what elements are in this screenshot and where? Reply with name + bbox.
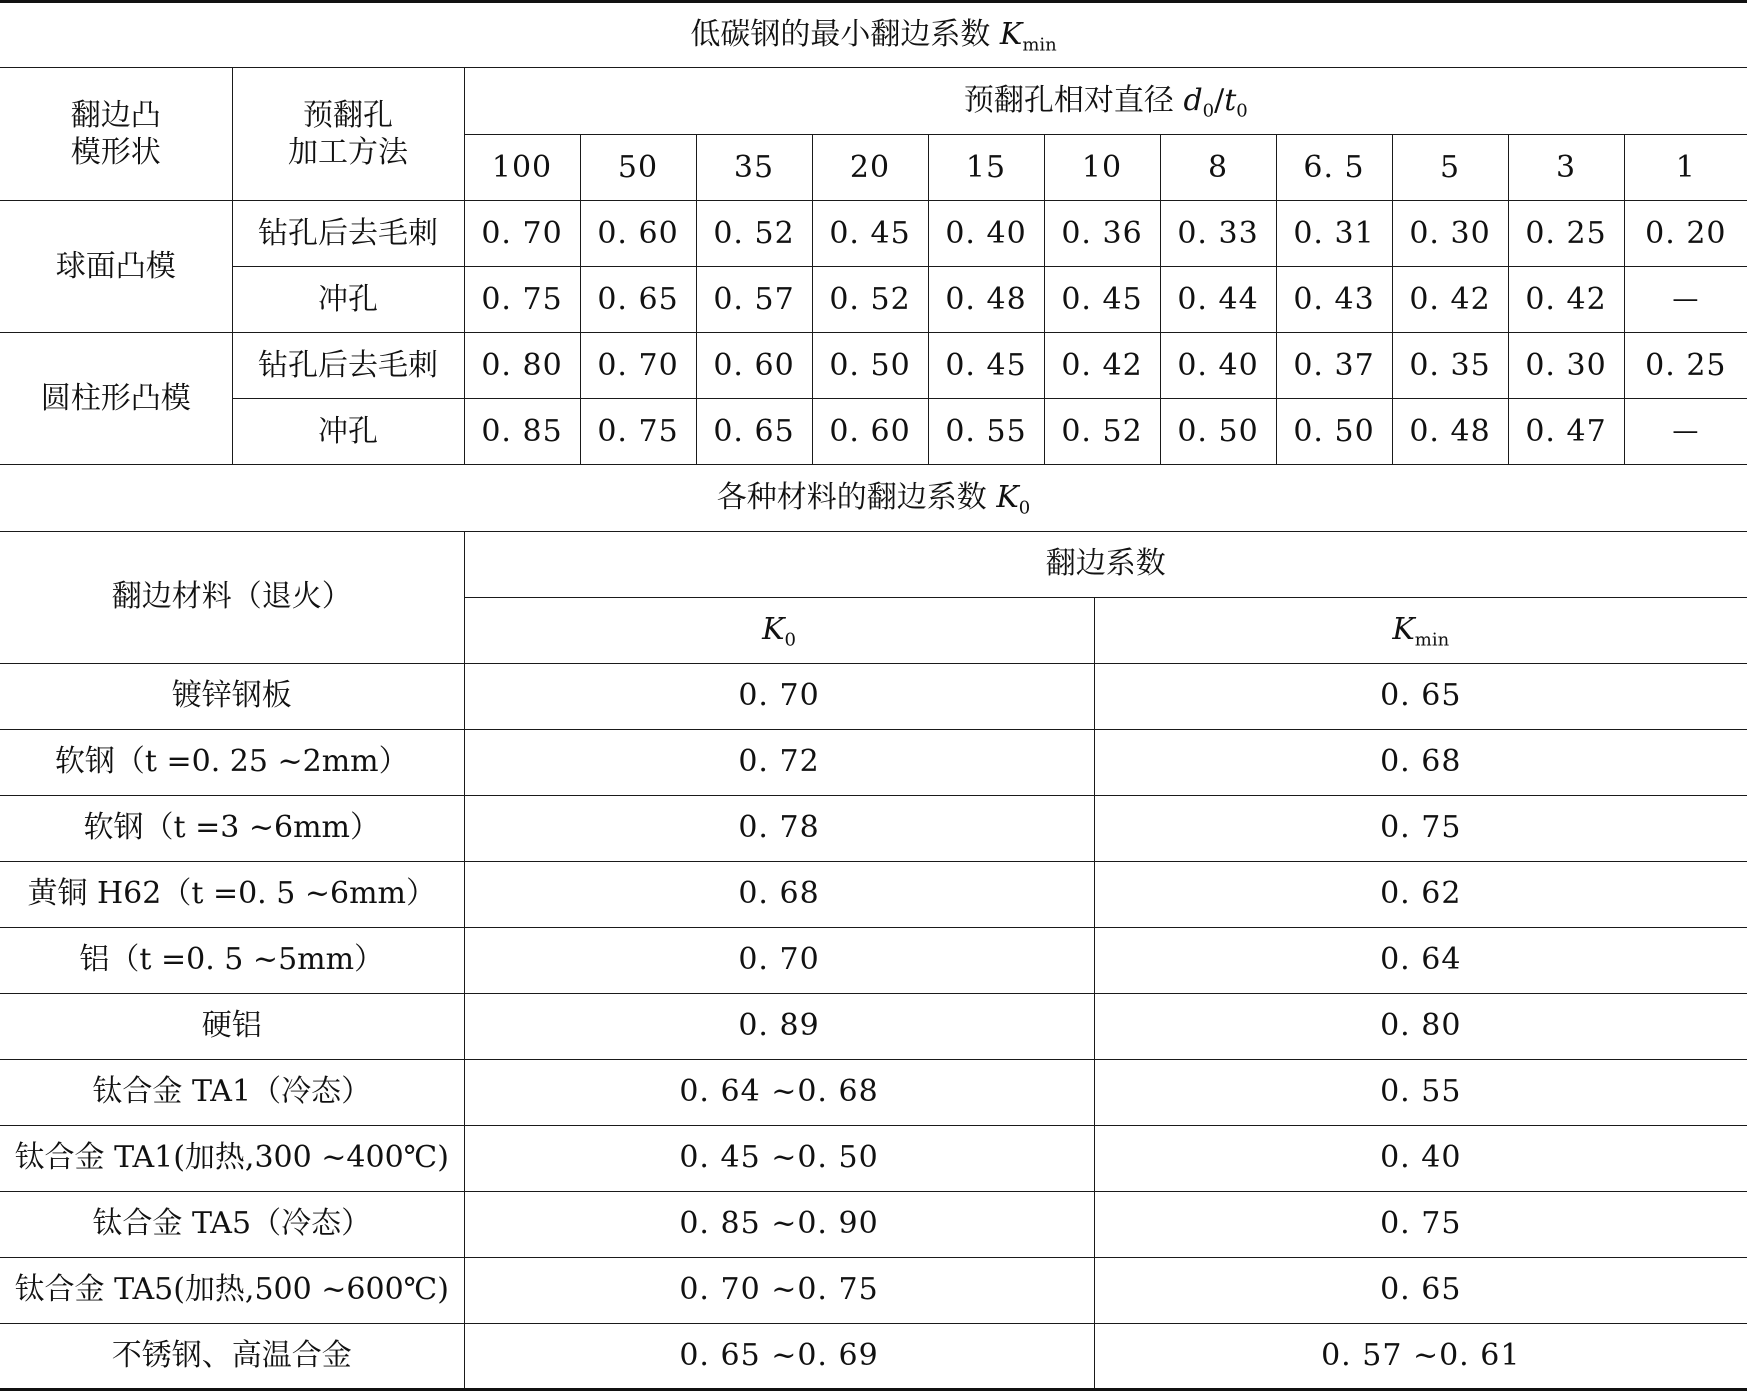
shape-header [0, 68, 232, 201]
value-cell: 0. 45 [1044, 267, 1160, 333]
value-cell: 0. 52 [812, 267, 928, 333]
ratio-d: d [1183, 83, 1203, 119]
value-cell: 0. 36 [1044, 201, 1160, 267]
table-row [0, 1125, 1747, 1191]
table-row [0, 399, 1747, 465]
value-cell: 0. 30 [1508, 333, 1624, 399]
value-cell: 0. 50 [1276, 399, 1392, 465]
value-cell: 0. 85 [464, 399, 580, 465]
k0-symbol: K [762, 612, 785, 648]
ratio-header-label: 预翻孔相对直径 [963, 83, 1174, 119]
k0-cell: 0. 64 ~0. 68 [464, 1059, 1094, 1125]
ratio-t-sub: 0 [1236, 100, 1248, 122]
k0-cell: 0. 72 [464, 729, 1094, 795]
value-cell: — [1624, 399, 1747, 465]
table-row [0, 1257, 1747, 1323]
value-cell: 0. 75 [580, 399, 696, 465]
ratio-t: t [1224, 83, 1237, 119]
kmin-cell: 0. 57 ~0. 61 [1094, 1323, 1747, 1389]
value-cell: 0. 40 [928, 201, 1044, 267]
ratio-column-header: 15 [928, 135, 1044, 201]
kmin-cell: 0. 65 [1094, 663, 1747, 729]
material-cell: 软钢（t =3 ~6mm） [0, 795, 464, 861]
method-header-line1: 预翻孔 [303, 97, 393, 133]
value-cell: 0. 70 [580, 333, 696, 399]
table-row [0, 1191, 1747, 1257]
shape-cell: 圆柱形凸模 [0, 333, 232, 465]
value-cell: 0. 75 [464, 267, 580, 333]
table1-title-symbol: K [999, 17, 1023, 53]
value-cell: 0. 55 [928, 399, 1044, 465]
value-cell: 0. 50 [1160, 399, 1276, 465]
value-cell: 0. 20 [1624, 201, 1747, 267]
k0-cell: 0. 68 [464, 861, 1094, 927]
ratio-column-header: 6. 5 [1276, 135, 1392, 201]
kmin-header [1094, 597, 1747, 663]
kmin-cell: 0. 68 [1094, 729, 1747, 795]
table-row [0, 993, 1747, 1059]
value-cell: 0. 45 [928, 333, 1044, 399]
value-cell: 0. 65 [696, 399, 812, 465]
table2-title-symbol-sub: 0 [1018, 497, 1031, 519]
k0-cell: 0. 70 [464, 663, 1094, 729]
value-cell: — [1624, 267, 1747, 333]
value-cell: 0. 42 [1508, 267, 1624, 333]
value-cell: 0. 42 [1392, 267, 1508, 333]
value-cell: 0. 48 [928, 267, 1044, 333]
kmin-cell: 0. 75 [1094, 795, 1747, 861]
method-header-line2: 加工方法 [288, 135, 408, 170]
ratio-column-header: 50 [580, 135, 696, 201]
ratio-column-header: 1 [1624, 135, 1747, 201]
material-cell: 钛合金 TA1（冷态） [0, 1059, 464, 1125]
material-cell: 铝（t =0. 5 ~5mm） [0, 927, 464, 993]
value-cell: 0. 43 [1276, 267, 1392, 333]
kmin-cell: 0. 75 [1094, 1191, 1747, 1257]
ratio-column-header: 100 [464, 135, 580, 201]
ratio-column-header: 5 [1392, 135, 1508, 201]
value-cell: 0. 40 [1160, 333, 1276, 399]
k0-sub: 0 [784, 629, 796, 651]
table2-title-symbol: K [996, 480, 1019, 515]
ratio-column-header: 8 [1160, 135, 1276, 201]
table1-title-symbol-sub: min [1022, 34, 1057, 56]
kmin-symbol: K [1392, 612, 1415, 648]
k0-cell: 0. 65 ~0. 69 [464, 1323, 1094, 1389]
value-cell: 0. 37 [1276, 333, 1392, 399]
kmin-cell: 0. 80 [1094, 993, 1747, 1059]
material-flanging-coefficient-table [0, 465, 1747, 1391]
method-cell: 钻孔后去毛刺 [232, 333, 464, 399]
material-cell: 钛合金 TA5（冷态） [0, 1191, 464, 1257]
table-row [0, 267, 1747, 333]
table-row [0, 927, 1747, 993]
k0-header [464, 597, 1094, 663]
value-cell: 0. 42 [1044, 333, 1160, 399]
method-header [232, 68, 464, 201]
kmin-cell: 0. 62 [1094, 861, 1747, 927]
kmin-cell: 0. 55 [1094, 1059, 1747, 1125]
table-row [0, 795, 1747, 861]
kmin-cell: 0. 64 [1094, 927, 1747, 993]
material-cell: 钛合金 TA5(加热,500 ~600℃) [0, 1257, 464, 1323]
k0-cell: 0. 85 ~0. 90 [464, 1191, 1094, 1257]
value-cell: 0. 60 [696, 333, 812, 399]
material-cell: 钛合金 TA1(加热,300 ~400℃) [0, 1125, 464, 1191]
material-cell: 软钢（t =0. 25 ~2mm） [0, 729, 464, 795]
k0-cell: 0. 78 [464, 795, 1094, 861]
material-cell: 黄铜 H62（t =0. 5 ~6mm） [0, 861, 464, 927]
value-cell: 0. 65 [580, 267, 696, 333]
value-cell: 0. 25 [1624, 333, 1747, 399]
value-cell: 0. 48 [1392, 399, 1508, 465]
value-cell: 0. 52 [696, 201, 812, 267]
coefficient-header: 翻边系数 [464, 531, 1747, 597]
value-cell: 0. 30 [1392, 201, 1508, 267]
material-cell: 硬铝 [0, 993, 464, 1059]
value-cell: 0. 25 [1508, 201, 1624, 267]
table2-title-text: 各种材料的翻边系数 [716, 480, 987, 515]
table-row [0, 729, 1747, 795]
value-cell: 0. 60 [812, 399, 928, 465]
ratio-column-header: 20 [812, 135, 928, 201]
value-cell: 0. 57 [696, 267, 812, 333]
ratio-d-sub: 0 [1202, 100, 1215, 122]
table2-title [0, 465, 1747, 531]
method-cell: 钻孔后去毛刺 [232, 201, 464, 267]
value-cell: 0. 45 [812, 201, 928, 267]
shape-cell: 球面凸模 [0, 201, 232, 333]
table-row [0, 861, 1747, 927]
kmin-cell: 0. 40 [1094, 1125, 1747, 1191]
min-flanging-coefficient-table [0, 0, 1747, 465]
value-cell: 0. 35 [1392, 333, 1508, 399]
k0-cell: 0. 70 ~0. 75 [464, 1257, 1094, 1323]
value-cell: 0. 33 [1160, 201, 1276, 267]
value-cell: 0. 52 [1044, 399, 1160, 465]
value-cell: 0. 60 [580, 201, 696, 267]
ratio-column-header: 10 [1044, 135, 1160, 201]
material-cell: 不锈钢、高温合金 [0, 1323, 464, 1389]
value-cell: 0. 31 [1276, 201, 1392, 267]
method-cell: 冲孔 [232, 399, 464, 465]
table-row [0, 1323, 1747, 1389]
k0-cell: 0. 89 [464, 993, 1094, 1059]
k0-cell: 0. 70 [464, 927, 1094, 993]
table1-title-text: 低碳钢的最小翻边系数 [690, 17, 991, 53]
kmin-sub: min [1414, 629, 1450, 651]
table-row [0, 663, 1747, 729]
value-cell: 0. 44 [1160, 267, 1276, 333]
ratio-header [464, 68, 1747, 135]
material-header: 翻边材料（退火） [0, 531, 464, 663]
method-cell: 冲孔 [232, 267, 464, 333]
value-cell: 0. 50 [812, 333, 928, 399]
table-row [0, 1059, 1747, 1125]
k0-cell: 0. 45 ~0. 50 [464, 1125, 1094, 1191]
value-cell: 0. 47 [1508, 399, 1624, 465]
material-cell: 镀锌钢板 [0, 663, 464, 729]
table1-title [0, 2, 1747, 68]
ratio-column-header: 3 [1508, 135, 1624, 201]
value-cell: 0. 70 [464, 201, 580, 267]
ratio-column-header: 35 [696, 135, 812, 201]
shape-header-line2: 模形状 [70, 135, 161, 170]
table-row [0, 201, 1747, 267]
kmin-cell: 0. 65 [1094, 1257, 1747, 1323]
table-row [0, 333, 1747, 399]
value-cell: 0. 80 [464, 333, 580, 399]
shape-header-line1: 翻边凸 [70, 97, 161, 133]
ratio-slash: / [1214, 83, 1225, 119]
